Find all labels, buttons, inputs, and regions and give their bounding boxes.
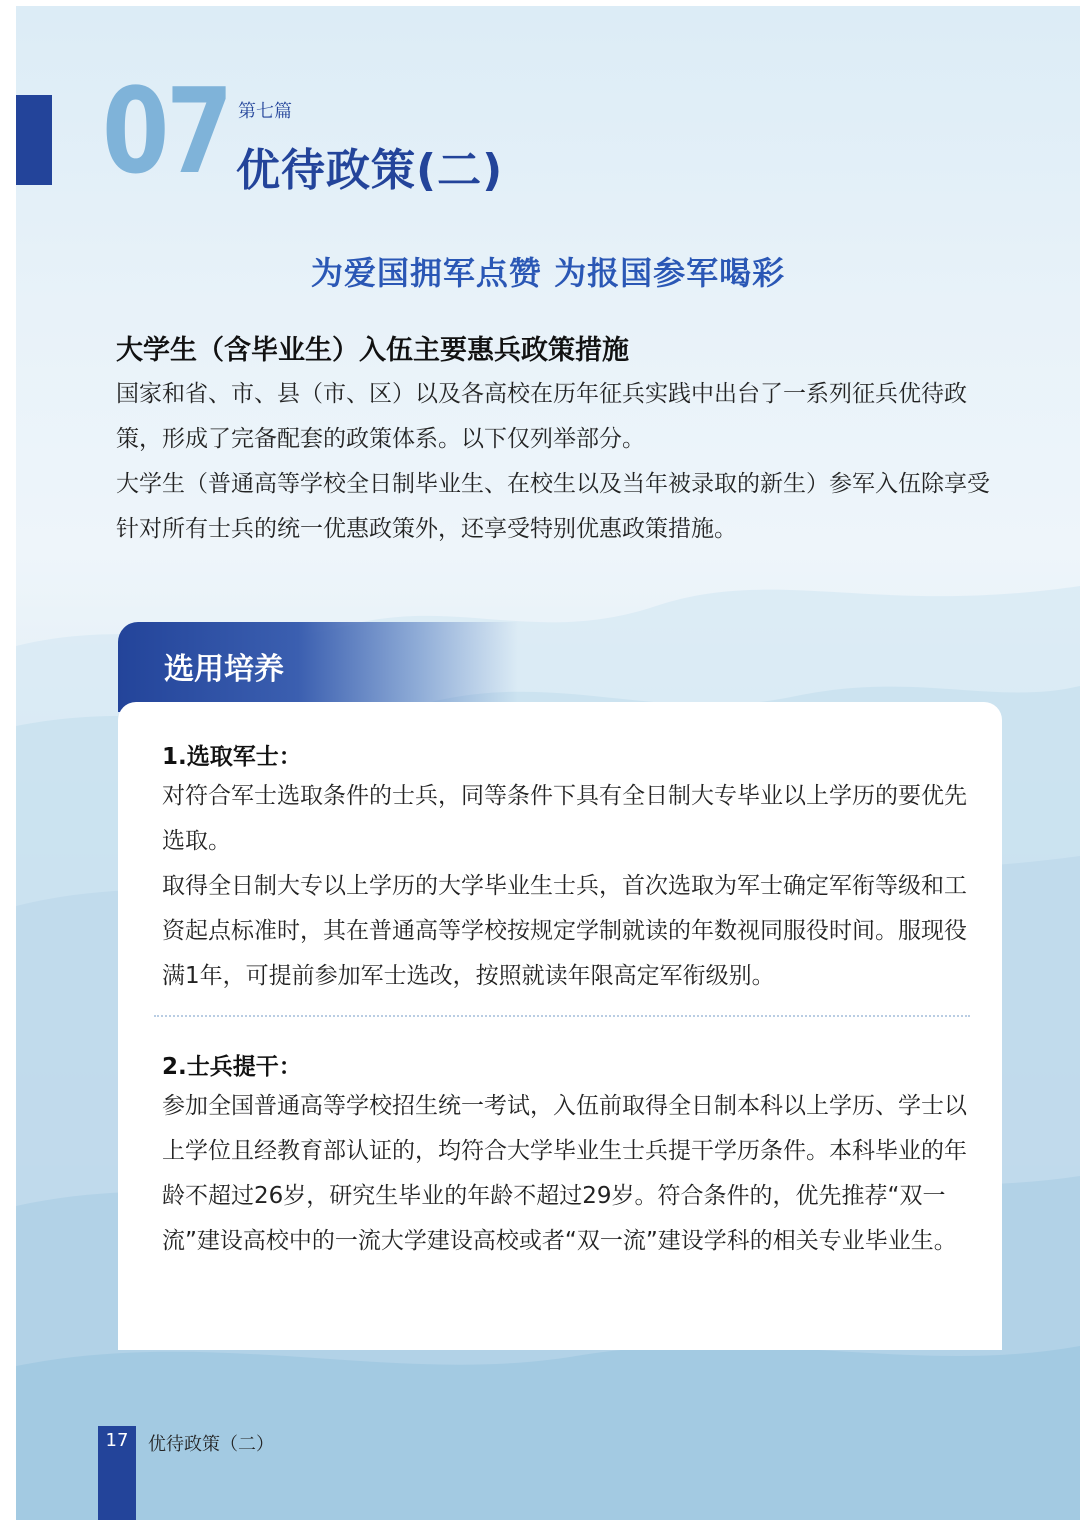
section-paragraph: 对符合军士选取条件的士兵，同等条件下具有全日制大专毕业以上学历的要优先选取。: [162, 783, 967, 854]
section-heading-sergeant: 1.选取军士：: [162, 744, 302, 770]
section-heading-officer: 2.士兵提干：: [162, 1054, 302, 1080]
page-title: 优待政策(二): [236, 145, 504, 196]
section-paragraph: 取得全日制大专以上学历的大学毕业生士兵，首次选取为军士确定军衔等级和工资起点标准时，其在普通高等学校按规定学制就读的年数视同服役时间。服现役满1年，可提前参加军士选改，按照就读年限高定军衔级别。: [162, 873, 967, 989]
brochure-page: [16, 6, 1080, 1520]
intro-heading: 大学生（含毕业生）入伍主要惠兵政策措施: [116, 335, 629, 366]
dotted-divider: [154, 1015, 970, 1017]
slogan: 为爱国拥军点赞 为报国参军喝彩: [310, 254, 786, 292]
section-paragraph: 参加全国普通高等学校招生统一考试，入伍前取得全日制本科以上学历、学士以上学位且经教育部认证的，均符合大学毕业生士兵提干学历条件。本科毕业的年龄不超过26岁，研究生毕业的年龄不超过29岁。符合条件的，优先推荐“双一流”建设高校中的一流大学建设高校或者“双一流”建设学科的相关专业毕业生。: [162, 1093, 967, 1254]
header-accent-bar: [16, 95, 52, 185]
policy-card: [118, 702, 1002, 1350]
chapter-number: 07: [102, 62, 231, 200]
section-body-sergeant: [162, 774, 974, 999]
section-tab-label: 选用培养: [164, 652, 284, 687]
intro-paragraph: 国家和省、市、县（市、区）以及各高校在历年征兵实践中出台了一系列征兵优待政策，形成了完备配套的政策体系。以下仅列举部分。: [116, 381, 967, 452]
chapter-label: 第七篇: [238, 101, 292, 122]
section-tab: [118, 622, 518, 712]
page-number: 17: [105, 1430, 129, 1451]
intro-text: [116, 372, 1006, 552]
intro-paragraph: 大学生（普通高等学校全日制毕业生、在校生以及当年被录取的新生）参军入伍除享受针对所有士兵的统一优惠政策外，还享受特别优惠政策措施。: [116, 471, 990, 542]
section-body-officer: [162, 1084, 974, 1264]
footer-title: 优待政策（二）: [148, 1434, 274, 1455]
